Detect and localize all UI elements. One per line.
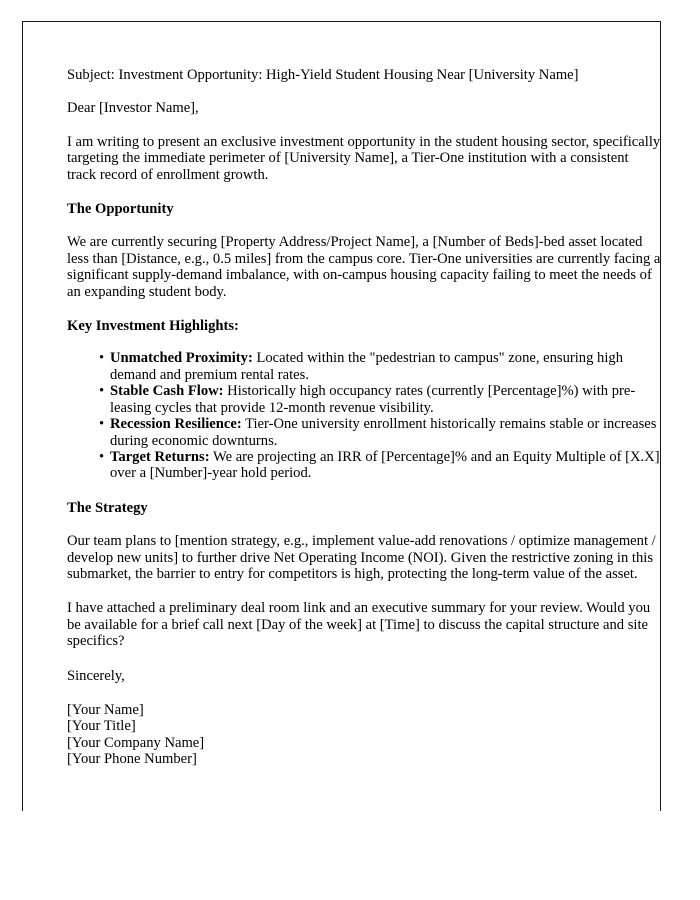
spacer [67,300,661,318]
bullet-text: We are projecting an IRR of [Percentage]% and an Equity Multiple of [X.X] over a [Number]-year hold period. [110,448,660,482]
section-body-opportunity: We are currently securing [Property Address/Project Name], a [Number of Beds]-bed asset located less than [Distance, e.g., 0.5 miles] from the campus core. Tier-One universities are currently facing a significant supply-demand imbalance, with on-campus housing capacity failing to meet the needs of an expanding student body. [67,234,661,300]
bullet-text: Located within the "pedestrian to campus" zone, ensuring high demand and premium rental rates. [110,350,623,383]
spacer [67,83,661,100]
section-body-strategy: Our team plans to [mention strategy, e.g., implement value-add renovations / optimize management / develop new units] to further drive Net Operating Income (NOI). Given the restrictive zoning in this submarket, the barrier to entry for competitors is high, protecting the long-term value of the asset. [67,533,656,582]
spacer [67,117,661,134]
sign-off: Sincerely, [67,667,125,684]
bullet-lead: Stable Cash Flow: [110,383,224,400]
subject-line: Subject: Investment Opportunity: High-Yield Student Housing Near [University Name] [67,67,579,83]
section-heading-opportunity: The Opportunity [67,201,174,218]
spacer [67,482,661,500]
bullet-lead: Target Returns: [110,448,210,465]
signature-company: [Your Company Name] [67,734,205,751]
bullet-lead: Unmatched Proximity: [110,350,253,367]
spacer [67,334,661,350]
intro-paragraph: I am writing to present an exclusive investment opportunity in the student housing sector, specifically targeting the immediate perimeter of [University Name], a Tier-One institution with a consistent track record of enrollment growth. [67,133,661,183]
signature-name: [Your Name] [67,701,144,718]
signature-phone: [Your Phone Number] [67,751,197,768]
bullet-text: Tier-One university enrollment historically remains stable or increases during economic downturns. [110,416,657,449]
list-item [99,350,661,383]
page-border-frame [22,21,661,811]
letter-body [67,67,661,768]
spacer [67,516,661,533]
closing-paragraph: I have attached a preliminary deal room link and an executive summary for your review. Would you be available for a brief call next [Day of the week] at [Time] to discuss the capital structure and site specifics? [67,600,651,650]
spacer [67,684,661,702]
section-heading-strategy: The Strategy [67,499,148,516]
key-investment-highlights-list [67,350,661,481]
list-item [99,416,661,449]
list-item [99,449,661,482]
spacer [67,650,661,668]
list-item [99,383,661,416]
signature-title: [Your Title] [67,718,136,735]
bullet-lead: Recession Resilience: [110,416,242,433]
section-heading-highlights: Key Investment Highlights: [67,318,239,335]
salutation: Dear [Investor Name], [67,100,199,117]
spacer [67,217,661,234]
spacer [67,582,661,600]
signature-block [67,702,661,768]
bullet-text: Historically high occupancy rates (currently [Percentage]%) with pre-leasing cycles that provide 12-month revenue visibility. [110,383,636,416]
spacer [67,183,661,201]
